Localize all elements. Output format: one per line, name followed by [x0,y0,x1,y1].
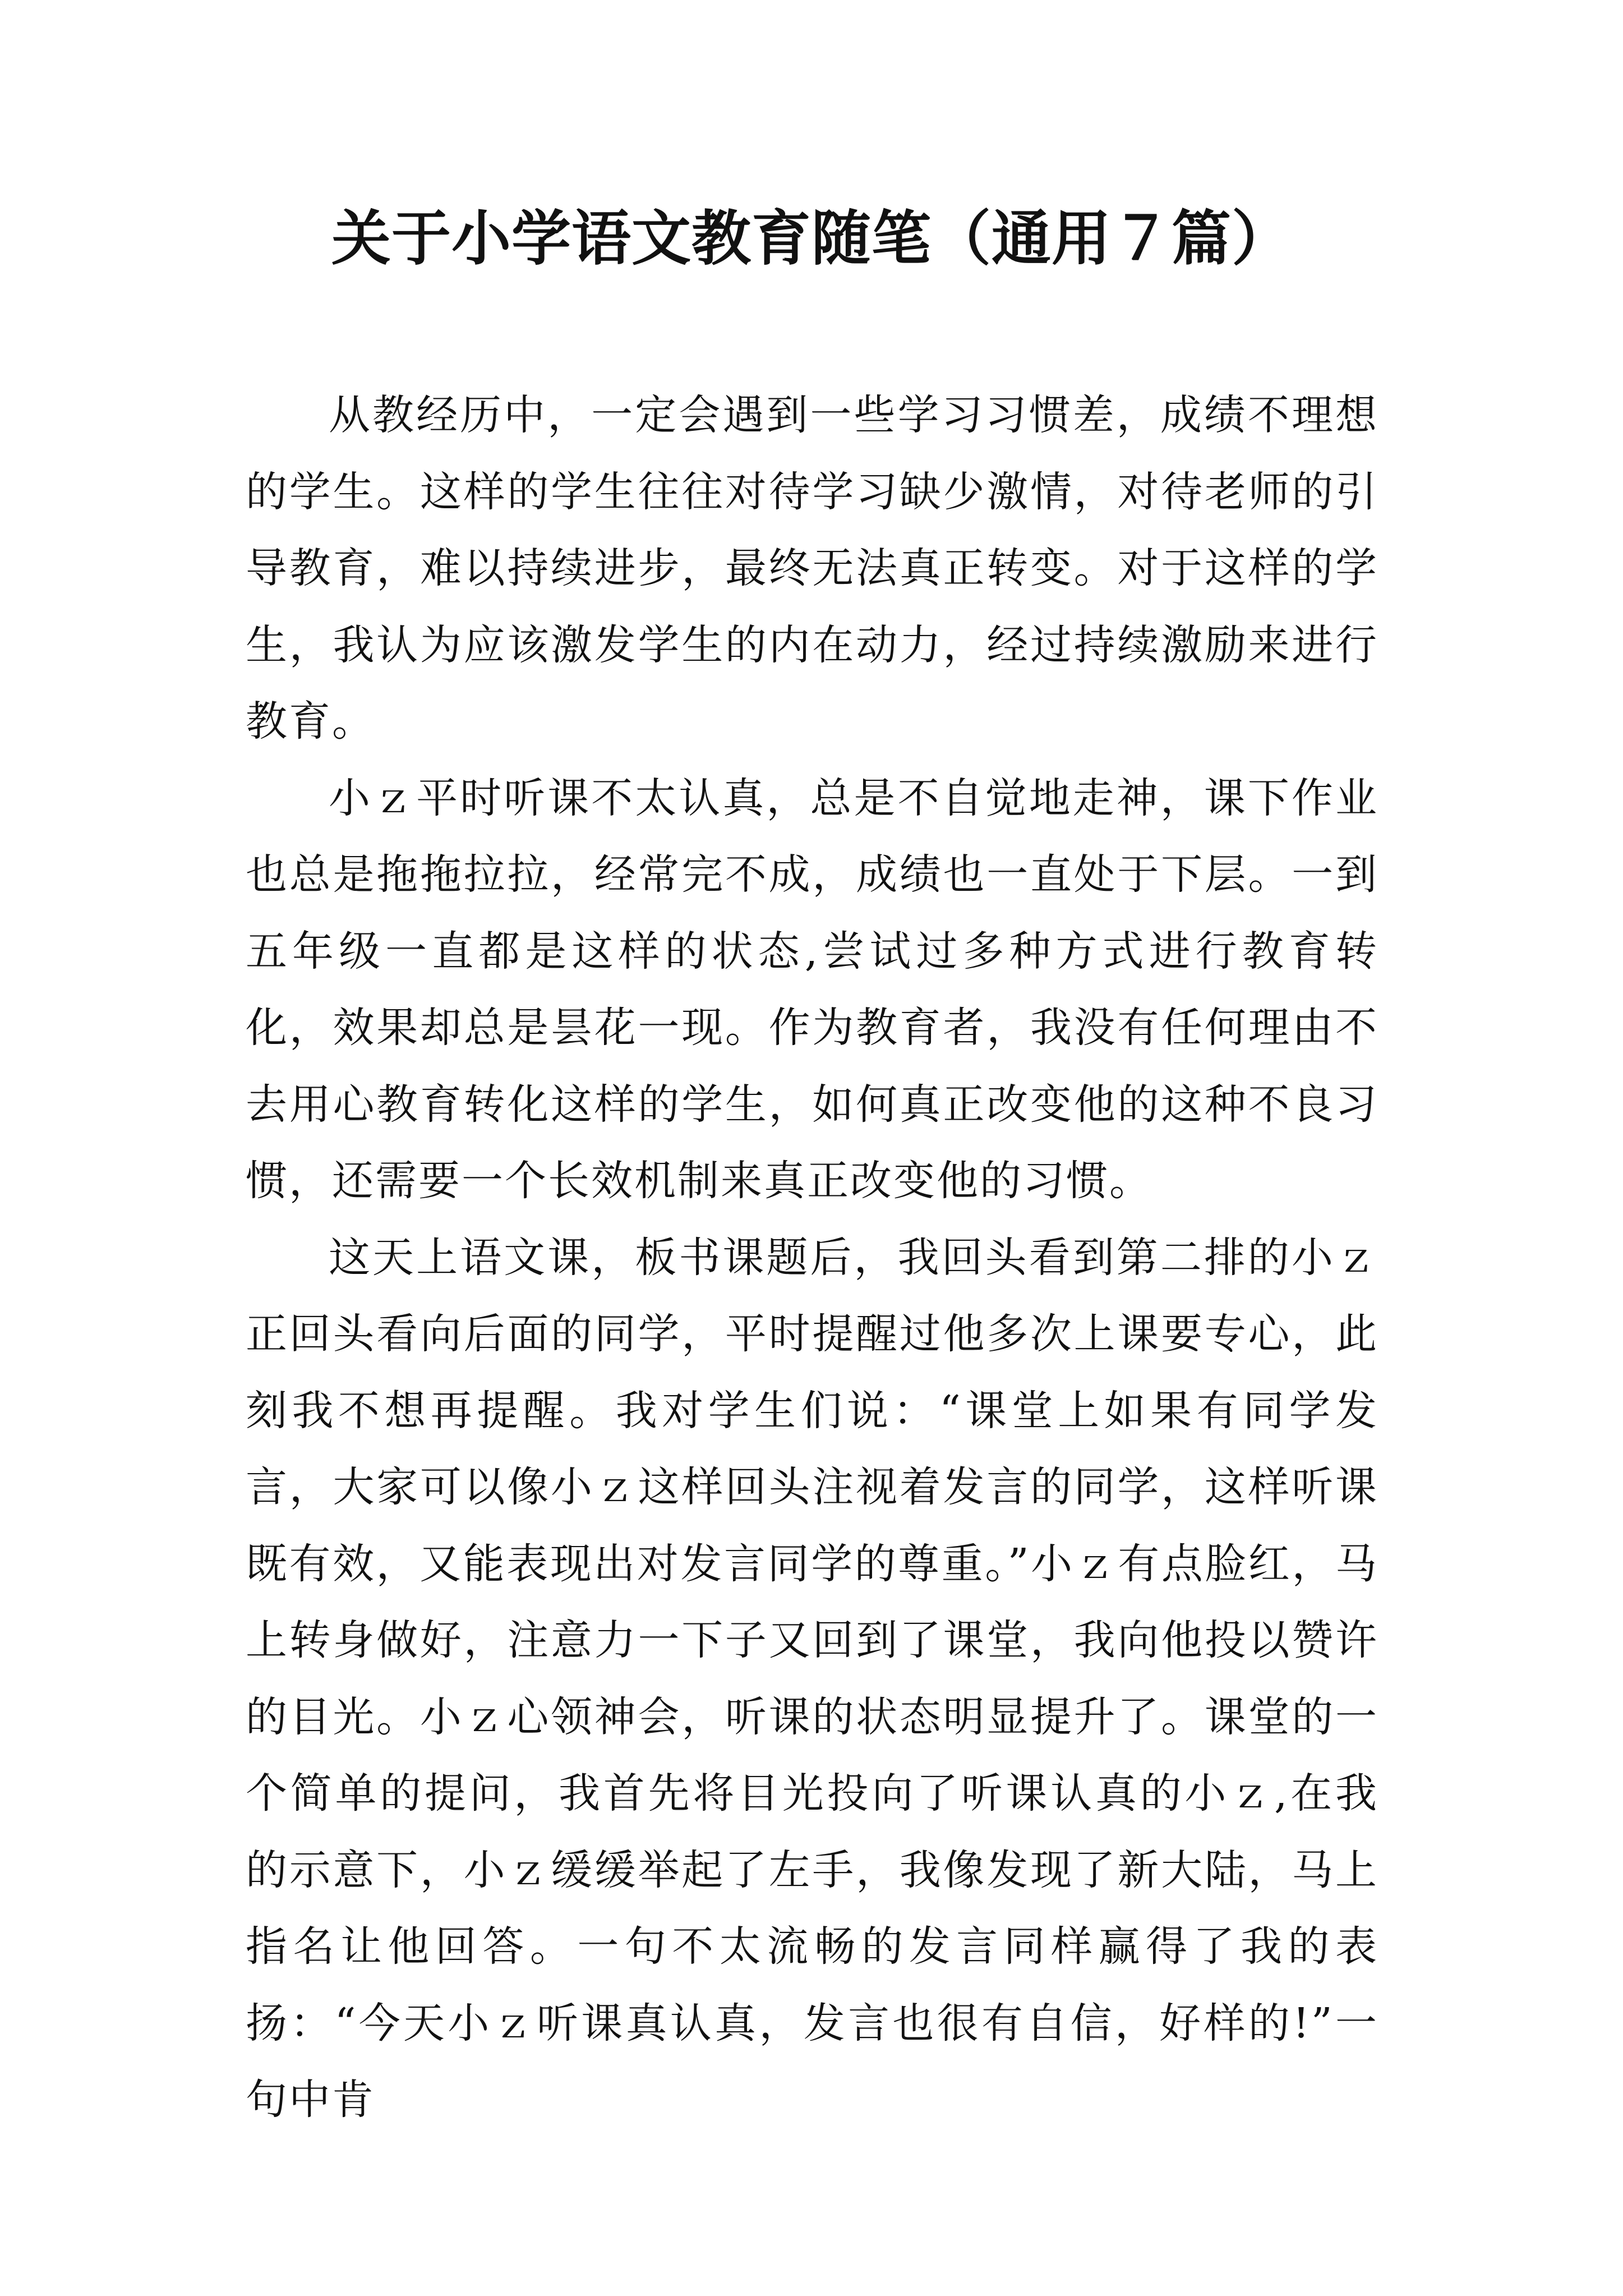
paragraph-2: 小ｚ平时听课不太认真，总是不自觉地走神，课下作业也总是拖拖拉拉，经常完不成，成绩也一直处于下层。一到五年级一直都是这样的状态,尝试过多种方式进行教育转化，效果却总是昙花一现。作为教育者，我没有任何理由不去用心教育转化这样的学生，如何真正改变他的这种不良习惯，还需要一个长效机制来真正改变他的习惯。 [246,774,1378,1205]
document-title: 关于小学语文教育随笔（通用７篇） [331,203,1292,273]
document-body [246,377,1378,2138]
paragraph-3: 这天上语文课，板书课题后，我回头看到第二排的小ｚ正回头看向后面的同学，平时提醒过他多次上课要专心，此刻我不想再提醒。我对学生们说：“课堂上如果有同学发言，大家可以像小ｚ这样回头注视着发言的同学，这样听课既有效，又能表现出对发言同学的尊重。”小ｚ有点脸红，马上转身做好，注意力一下子又回到了课堂，我向他投以赞许的目光。小ｚ心领神会，听课的状态明显提升了。课堂的一个简单的提问，我首先将目光投向了听课认真的小ｚ,在我的示意下，小ｚ缓缓举起了左手，我像发现了新大陆，马上指名让他回答。一句不太流畅的发言同样赢得了我的表扬：“今天小ｚ听课真认真，发言也很有自信，好样的!”一句中肯 [246,1233,1378,2124]
paragraph-1: 从教经历中，一定会遇到一些学习习惯差，成绩不理想的学生。这样的学生往往对待学习缺少激情，对待老师的引导教育，难以持续进步，最终无法真正转变。对于这样的学生，我认为应该激发学生的内在动力，经过持续激励来进行教育。 [246,391,1378,746]
